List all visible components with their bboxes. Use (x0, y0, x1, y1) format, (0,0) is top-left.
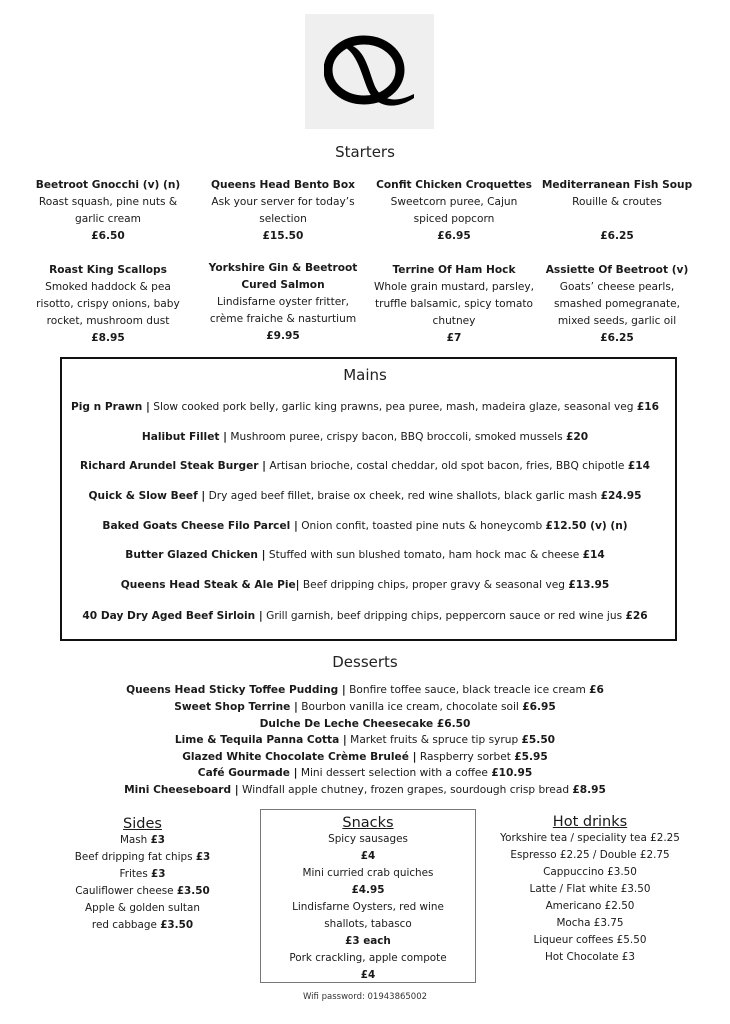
starter-desc: garlic cream (75, 213, 141, 225)
dessert-price: £5.50 (521, 734, 556, 746)
main-item (0, 490, 730, 502)
snack-line: Pork crackling, apple compote (289, 952, 447, 964)
dessert-name: Café Gourmade | (197, 767, 298, 779)
starter-item (364, 262, 544, 347)
dessert-desc: Windfall apple chutney, frozen grapes, sourdough crisp bread (238, 784, 573, 796)
starter-item (193, 260, 373, 345)
mains-heading: Mains (343, 366, 387, 384)
side-price: £3.50 (176, 885, 210, 897)
main-desc: Artisan brioche, costal cheddar, old spot bacon, fries, BBQ chipotle (266, 460, 628, 472)
wifi-password: Wifi password: 01943865002 (302, 992, 428, 1002)
main-item (0, 579, 730, 591)
snack-line: shallots, tabasco (324, 918, 412, 930)
main-price: £14 (582, 549, 605, 561)
snack-line: Lindisfarne Oysters, red wine (292, 901, 444, 913)
starter-item (18, 262, 198, 347)
main-desc: Mushroom puree, crispy bacon, BBQ broccoli, smoked mussels (227, 431, 566, 443)
starter-name: Assiette Of Beetroot (v) (545, 264, 689, 276)
starter-price: £6.95 (437, 230, 471, 242)
starter-name: Cured Salmon (241, 279, 325, 291)
starter-desc (527, 211, 707, 228)
dessert-desc: Bourbon vanilla ice cream, chocolate soil (297, 701, 523, 713)
starter-price: £8.95 (91, 332, 125, 344)
starter-price: £15.50 (262, 230, 304, 242)
starter-desc: selection (259, 213, 307, 225)
dessert-item (0, 699, 730, 716)
starter-price: £6.25 (600, 230, 634, 242)
hot-drinks-heading: Hot drinks (552, 814, 628, 830)
drink-item: Americano £2.50 (545, 900, 635, 912)
starter-desc: risotto, crispy onions, baby (36, 298, 180, 310)
drink-item: Cappuccino £3.50 (543, 866, 637, 878)
side-item (55, 883, 230, 900)
side-text: Mash (119, 834, 151, 846)
main-desc: Grill garnish, beef dripping chips, peppercorn sauce or red wine jus (262, 610, 626, 622)
starter-desc: Rouille & croutes (572, 196, 662, 208)
main-price: £26 (625, 610, 648, 622)
snack-price: £4.95 (351, 884, 385, 896)
main-price: £16 (636, 401, 659, 413)
starter-desc: chutney (432, 315, 476, 327)
starter-name: Beetroot Gnocchi (v) (n) (35, 179, 181, 191)
starter-desc: truffle balsamic, spicy tomato (374, 298, 534, 310)
starter-desc: rocket, mushroom dust (46, 315, 170, 327)
main-price: £12.50 (v) (n) (545, 520, 628, 532)
starter-item (18, 177, 198, 245)
drink-item: Yorkshire tea / speciality tea £2.25 (500, 832, 680, 844)
main-desc: Beef dripping chips, proper gravy & seasonal veg (299, 579, 569, 591)
snacks-heading: Snacks (342, 815, 394, 831)
dessert-item (0, 782, 730, 799)
main-item (0, 610, 730, 622)
dessert-name: Lime & Tequila Panna Cotta | (174, 734, 347, 746)
main-item (0, 401, 730, 413)
main-name: Richard Arundel Steak Burger | (80, 460, 267, 472)
side-text: Beef dripping fat chips (74, 851, 196, 863)
drink-item: Mocha £3.75 (556, 917, 624, 929)
dessert-item (0, 749, 730, 766)
starter-price: £9.95 (266, 330, 300, 342)
dessert-item (0, 682, 730, 699)
main-item (0, 431, 730, 443)
starter-desc: smashed pomegranate, (553, 298, 681, 310)
dessert-price: £6.95 (522, 701, 556, 713)
dessert-price: £6 (589, 684, 604, 696)
dessert-desc: Bonfire toffee sauce, black treacle ice cream (345, 684, 590, 696)
starter-desc: Lindisfarne oyster fritter, (217, 296, 349, 308)
side-item (55, 832, 230, 849)
side-price: £3.50 (160, 919, 194, 931)
main-name: Pig n Prawn | (70, 401, 150, 413)
drink-item: Espresso £2.25 / Double £2.75 (510, 849, 670, 861)
starter-desc: crème fraiche & nasturtium (209, 313, 357, 325)
starters-heading: Starters (335, 143, 395, 161)
snack-price: £4 (360, 969, 376, 981)
starter-item (364, 177, 544, 245)
starter-desc: spiced popcorn (413, 213, 495, 225)
snack-line: Spicy sausages (328, 833, 408, 845)
drink-item: Hot Chocolate £3 (544, 951, 636, 963)
starter-desc: mixed seeds, garlic oil (557, 315, 677, 327)
main-item (0, 520, 730, 532)
starter-name: Terrine Of Ham Hock (392, 264, 516, 276)
main-name: Halibut Fillet | (141, 431, 227, 443)
dessert-price: £10.95 (491, 767, 533, 779)
snacks-column (260, 815, 476, 984)
dessert-item (0, 716, 730, 733)
snack-line: Mini curried crab quiches (302, 867, 434, 879)
side-text: red cabbage (91, 919, 161, 931)
main-name: 40 Day Dry Aged Beef Sirloin | (82, 610, 263, 622)
dessert-desc: Mini dessert selection with a coffee (297, 767, 492, 779)
starter-desc: Goats’ cheese pearls, (559, 281, 675, 293)
queens-head-q-logo-icon (324, 34, 416, 110)
starter-desc: Roast squash, pine nuts & (38, 196, 178, 208)
logo-tile (305, 14, 434, 129)
sides-column (55, 816, 230, 934)
side-price: £3 (150, 834, 166, 846)
main-item (0, 460, 730, 472)
drink-item: Liqueur coffees £5.50 (533, 934, 647, 946)
starter-name: Roast King Scallops (49, 264, 167, 276)
dessert-name: Dulche De Leche Cheesecake (259, 718, 437, 730)
dessert-price: £8.95 (572, 784, 606, 796)
starter-name: Mediterranean Fish Soup (541, 179, 693, 191)
main-price: £13.95 (568, 579, 610, 591)
side-item (55, 849, 230, 866)
main-item (0, 549, 730, 561)
dessert-desc: Raspberry sorbet (416, 751, 515, 763)
starter-item (193, 177, 373, 245)
dessert-item (0, 732, 730, 749)
main-desc: Stuffed with sun blushed tomato, ham hock mac & cheese (265, 549, 583, 561)
main-name: Queens Head Steak & Ale Pie| (120, 579, 300, 591)
side-price: £3 (151, 868, 166, 880)
dessert-name: Sweet Shop Terrine | (174, 701, 298, 713)
side-text: Apple & golden sultan (85, 902, 200, 914)
starter-item (527, 177, 707, 245)
side-item (55, 866, 230, 883)
sides-heading: Sides (123, 816, 162, 832)
main-name: Quick & Slow Beef | (88, 490, 206, 502)
dessert-name: Mini Cheeseboard | (124, 784, 239, 796)
starter-name: Queens Head Bento Box (211, 179, 355, 191)
main-name: Baked Goats Cheese Filo Parcel | (102, 520, 298, 532)
dessert-desc: Market fruits & spruce tip syrup (346, 734, 522, 746)
main-price: £24.95 (600, 490, 642, 502)
starter-name: Yorkshire Gin & Beetroot (208, 262, 358, 274)
dessert-price: £6.50 (436, 718, 471, 730)
desserts-heading: Desserts (332, 653, 398, 671)
starter-price: £6.50 (91, 230, 125, 242)
main-name: Butter Glazed Chicken | (125, 549, 266, 561)
starter-desc: Sweetcorn puree, Cajun (390, 196, 518, 208)
side-text: Cauliflower cheese (75, 885, 177, 897)
side-item (55, 900, 230, 917)
snack-price: £3 each (345, 935, 391, 947)
drink-item: Latte / Flat white £3.50 (529, 883, 651, 895)
dessert-item (0, 765, 730, 782)
starter-desc: Smoked haddock & pea (45, 281, 171, 293)
main-desc: Dry aged beef fillet, braise ox cheek, red wine shallots, black garlic mash (205, 490, 601, 502)
starter-price: £7 (446, 332, 462, 344)
dessert-name: Queens Head Sticky Toffee Pudding | (126, 684, 346, 696)
main-price: £14 (627, 460, 650, 472)
side-price: £3 (195, 851, 211, 863)
starter-price: £6.25 (600, 332, 634, 344)
starter-name: Confit Chicken Croquettes (376, 179, 532, 191)
snack-price: £4 (360, 850, 376, 862)
side-item (55, 917, 230, 934)
main-desc: Onion confit, toasted pine nuts & honeycomb (297, 520, 546, 532)
hot-drinks-column (490, 814, 690, 966)
starter-desc: Ask your server for today’s (211, 196, 355, 208)
starter-item (527, 262, 707, 347)
main-desc: Slow cooked pork belly, garlic king prawns, pea puree, mash, madeira glaze, seasonal veg (149, 401, 637, 413)
dessert-name: Glazed White Chocolate Crème Bruleé | (182, 751, 417, 763)
starter-desc: Whole grain mustard, parsley, (373, 281, 535, 293)
side-text: Frites (119, 868, 152, 880)
main-price: £20 (565, 431, 589, 443)
dessert-price: £5.95 (514, 751, 548, 763)
